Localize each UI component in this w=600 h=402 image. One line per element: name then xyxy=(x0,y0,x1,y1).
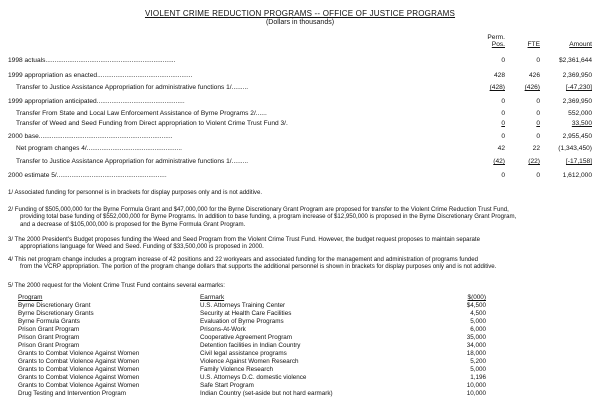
earmark-row xyxy=(0,382,600,390)
footnote-1-text: 1/ Associated funding for personnel is in brackets for display purposes only and is not additive. xyxy=(8,189,263,196)
footnote-4 xyxy=(8,256,594,271)
footnote-3-line2: appropriations language for Weed and Seed. Funding of $33,500,000 is proposed in 2000. xyxy=(20,243,264,251)
col-header-amount: Amount xyxy=(569,41,592,48)
footnote-2-line3: and a decrease of $105,000,000 is proposed for the Byrne Formula Grant Program. xyxy=(20,220,246,228)
earmark-amount: 18,000 xyxy=(466,350,486,357)
earmark-name: Security at Health Care Facilities xyxy=(200,310,292,317)
earmark-name: Indian Country (set-aside but not hard earmark) xyxy=(200,390,333,397)
col-header-perm-pos xyxy=(487,35,505,49)
earmark-program: Byrne Discretionary Grant xyxy=(18,302,91,309)
footnote-2-line1: 2/ Funding of $505,000,000 for the Byrne Formula Grant and $47,000,000 for the Byrne Discretionary Grant Program are proposed for transfer to the Violent Crime Reduction Trust Fund, xyxy=(8,206,509,213)
earmark-header-program: Program xyxy=(18,294,43,301)
earmark-row xyxy=(0,318,600,326)
earmark-row xyxy=(0,302,600,310)
row-fte: 0 xyxy=(536,57,540,64)
row-fte: 0 xyxy=(536,172,540,179)
table-row xyxy=(0,98,600,108)
row-perm-pos: (428) xyxy=(489,84,505,91)
row-amount: 2,369,950 xyxy=(562,72,592,79)
row-fte: 0 xyxy=(536,133,540,140)
row-label: Net program changes 4/.................................................... xyxy=(16,145,182,152)
footnote-4-line2: from the VCRP appropriation. The portion of the program change dollars that supports the additional personnel is shown in brackets for display purposes only and is not additive. xyxy=(20,263,497,271)
row-amount: 33,500 xyxy=(571,120,592,127)
footnote-5 xyxy=(8,282,594,289)
row-amount: [-17,158] xyxy=(565,158,592,165)
col-header-perm-pos-line2: Pos. xyxy=(491,40,505,48)
footnote-3 xyxy=(8,236,594,251)
earmark-amount: 35,000 xyxy=(466,334,486,341)
earmark-name: Prisons-At-Work xyxy=(200,326,246,333)
earmark-row xyxy=(0,334,600,342)
earmark-header-amount: $(000) xyxy=(467,294,486,301)
earmark-name: U.S. Attorneys D.C. domestic violence xyxy=(200,374,307,381)
row-fte: 426 xyxy=(528,72,540,79)
table-row xyxy=(0,84,600,94)
row-label: Transfer From State and Local Law Enforcement Assistance of Byrne Programs 2/...... xyxy=(16,110,267,117)
table-row xyxy=(0,158,600,168)
table-row xyxy=(0,145,600,155)
col-header-fte: FTE xyxy=(527,41,540,48)
row-fte: (426) xyxy=(524,84,540,91)
earmark-program: Byrne Formula Grants xyxy=(18,318,80,325)
earmark-row xyxy=(0,374,600,382)
row-perm-pos: 0 xyxy=(501,57,505,64)
earmark-amount: 6,000 xyxy=(470,326,486,333)
earmark-name: Cooperative Agreement Program xyxy=(200,334,293,341)
row-perm-pos: 0 xyxy=(501,120,505,127)
row-label: 2000 estimate 5/............................................................ xyxy=(8,172,167,179)
earmark-amount: 10,000 xyxy=(466,390,486,397)
earmark-amount: $4,500 xyxy=(466,302,486,309)
row-amount: (1,343,450) xyxy=(558,145,592,152)
earmark-name: Family Violence Research xyxy=(200,366,274,373)
earmark-amount: 5,000 xyxy=(470,366,486,373)
earmark-amount: 4,500 xyxy=(470,310,486,317)
row-label: Transfer of Weed and Seed Funding from Direct appropriation to Violent Crime Trust Fund 3/. xyxy=(16,120,288,127)
earmark-amount: 34,000 xyxy=(466,342,486,349)
row-label: 1999 appropriation as enacted.................................................... xyxy=(8,72,193,79)
row-label: 1999 appropriation anticipated................................................ xyxy=(8,98,185,105)
earmark-row xyxy=(0,342,600,350)
earmark-name: Safe Start Program xyxy=(200,382,254,389)
row-perm-pos: 428 xyxy=(493,72,505,79)
earmark-amount: 10,000 xyxy=(466,382,486,389)
earmark-program: Prison Grant Program xyxy=(18,334,80,341)
table-row xyxy=(0,57,600,67)
row-perm-pos: 0 xyxy=(501,98,505,105)
earmark-program: Grants to Combat Violence Against Women xyxy=(18,366,140,373)
row-amount: 552,000 xyxy=(568,110,592,117)
earmark-row xyxy=(0,390,600,398)
table-row xyxy=(0,72,600,82)
row-label: 1998 actuals....................................................................... xyxy=(8,57,176,64)
earmark-program: Prison Grant Program xyxy=(18,342,80,349)
earmark-program: Grants to Combat Violence Against Women xyxy=(18,358,140,365)
earmark-row xyxy=(0,326,600,334)
row-amount: 2,955,450 xyxy=(562,133,592,140)
table-row xyxy=(0,110,600,120)
row-amount: [-47,230] xyxy=(565,84,592,91)
footnote-1 xyxy=(8,189,594,196)
row-perm-pos: 0 xyxy=(501,133,505,140)
earmark-program: Prison Grant Program xyxy=(18,326,80,333)
row-fte: 0 xyxy=(536,98,540,105)
footnote-5-text: 5/ The 2000 request for the Violent Crime Trust Fund contains several earmarks: xyxy=(8,282,225,289)
earmark-program: Drug Testing and Intervention Program xyxy=(18,390,127,397)
row-amount: 1,612,000 xyxy=(562,172,592,179)
earmark-program: Grants to Combat Violence Against Women xyxy=(18,350,140,357)
earmark-amount: 5,000 xyxy=(470,318,486,325)
earmark-name: Violence Against Women Research xyxy=(200,358,299,365)
row-fte: 22 xyxy=(532,145,540,152)
row-label: Transfer to Justice Assistance Appropriation for administrative functions 1/......... xyxy=(16,158,249,165)
table-row xyxy=(0,133,600,143)
row-fte: (22) xyxy=(528,158,540,165)
earmark-program: Grants to Combat Violence Against Women xyxy=(18,382,140,389)
earmark-row xyxy=(0,358,600,366)
footnote-3-line1: 3/ The 2000 President's Budget proposes funding the Weed and Seed Program from the Violent Crime Trust Fund. However, the budget request proposes to maintain separate xyxy=(8,236,481,243)
row-amount: 2,369,950 xyxy=(562,98,592,105)
footnote-4-line1: 4/ This net program change includes a program increase of 42 positions and 22 workyears and associated funding for the management and administration of programs funded xyxy=(8,256,479,263)
row-fte: 0 xyxy=(536,110,540,117)
footnote-2 xyxy=(8,206,594,228)
earmark-name: Civil legal assistance programs xyxy=(200,350,287,357)
col-header-perm-pos-line1: Perm. xyxy=(487,34,505,41)
earmark-amount: 1,196 xyxy=(470,374,486,381)
earmark-name: Detention facilities in Indian Country xyxy=(200,342,301,349)
row-label: 2000 base......................................................................... xyxy=(8,133,173,140)
earmark-row xyxy=(0,350,600,358)
earmark-row xyxy=(0,366,600,374)
earmark-program: Byrne Discretionary Grants xyxy=(18,310,94,317)
row-fte: 0 xyxy=(536,120,540,127)
earmark-amount: 5,200 xyxy=(470,358,486,365)
row-perm-pos: 0 xyxy=(501,110,505,117)
earmark-name: Evaluation of Byrne Programs xyxy=(200,318,284,325)
footnote-2-line2: providing total base funding of $552,000,000 for Byrne Programs. In addition to base funding, a program increase of $12,950,000 is proposed in the Byrne Discretionary Grant Program, xyxy=(20,213,517,221)
table-row xyxy=(0,172,600,182)
page-subtitle: (Dollars in thousands) xyxy=(265,19,335,26)
page-title: VIOLENT CRIME REDUCTION PROGRAMS -- OFFICE OF JUSTICE PROGRAMS xyxy=(144,9,456,18)
earmark-name: U.S. Attorneys Training Center xyxy=(200,302,286,309)
table-row xyxy=(0,120,600,130)
row-perm-pos: (42) xyxy=(493,158,505,165)
earmark-program: Grants to Combat Violence Against Women xyxy=(18,374,140,381)
row-perm-pos: 42 xyxy=(497,145,505,152)
row-perm-pos: 0 xyxy=(501,172,505,179)
row-amount: $2,361,644 xyxy=(558,57,592,64)
earmark-header-earmark: Earmark xyxy=(200,294,225,301)
row-label: Transfer to Justice Assistance Appropriation for administrative functions 1/......... xyxy=(16,84,249,91)
earmark-row xyxy=(0,310,600,318)
